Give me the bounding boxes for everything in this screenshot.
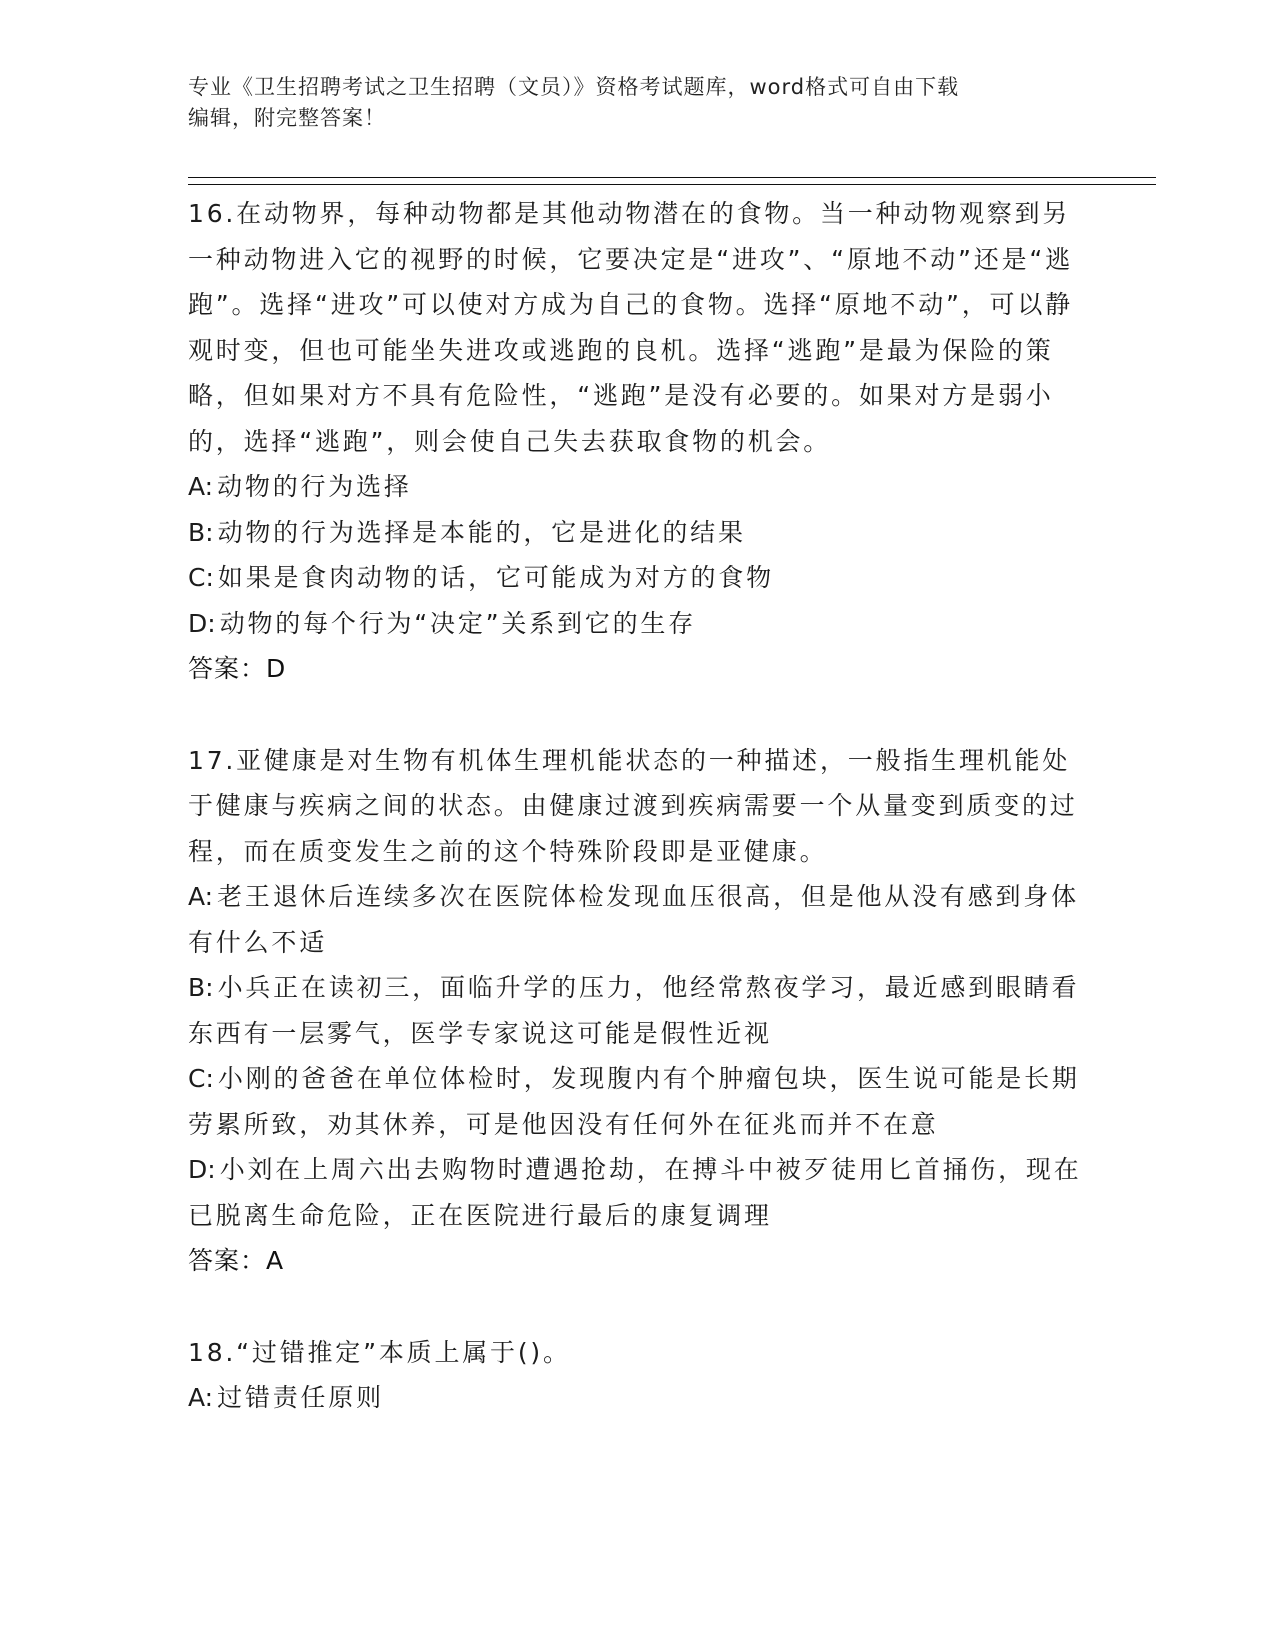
- option-letter: C:: [188, 563, 214, 592]
- question-17: [188, 738, 1088, 1284]
- option-letter: C:: [188, 1064, 214, 1093]
- option-letter: A:: [188, 882, 214, 911]
- option-letter: B:: [188, 517, 214, 547]
- option-text: 动物的行为选择是本能的，它是进化的结果: [217, 517, 746, 547]
- question-text: 17.亚健康是对生物有机体生理机能状态的一种描述，一般指生理机能处于健康与疾病之间的状态。由健康过渡到疾病需要一个从量变到质变的过程，而在质变发生之前的这个特殊阶段即是亚健康。: [188, 745, 1078, 866]
- question-text: 18.“过错推定”本质上属于()。: [188, 1337, 571, 1367]
- header-line-1: 专业《卫生招聘考试之卫生招聘（文员）》资格考试题库，word格式可自由下载: [188, 75, 960, 99]
- option-letter: A:: [188, 1383, 214, 1412]
- option-letter: B:: [188, 973, 214, 1002]
- answer-line: 答案：D: [188, 654, 287, 683]
- option-a: [188, 1375, 1088, 1421]
- option-text: 动物的每个行为“决定”关系到它的生存: [219, 608, 696, 638]
- option-text: 小兵正在读初三，面临升学的压力，他经常熬夜学习，最近感到眼睛看东西有一层雾气，医学专家说这可能是假性近视: [188, 973, 1080, 1048]
- option-b: [188, 965, 1088, 1056]
- option-text: 如果是食肉动物的话，它可能成为对方的食物: [217, 563, 774, 592]
- option-c: [188, 1056, 1088, 1147]
- question-16: [188, 191, 1088, 692]
- question-spacer: [188, 692, 1088, 738]
- option-text: 过错责任原则: [217, 1383, 384, 1412]
- option-d: [188, 1147, 1088, 1238]
- document-header: [188, 72, 1068, 134]
- option-d: [188, 601, 1088, 647]
- option-text: 动物的行为选择: [217, 472, 412, 501]
- option-letter: A:: [188, 472, 214, 501]
- option-c: [188, 555, 1088, 601]
- option-letter: D:: [188, 1155, 216, 1184]
- header-line-2: 编辑，附完整答案！: [188, 106, 386, 130]
- header-rule-top: [188, 177, 1156, 178]
- option-text: 小刚的爸爸在单位体检时，发现腹内有个肿瘤包块，医生说可能是长期劳累所致，劝其休养，可是他因没有任何外在征兆而并不在意: [188, 1064, 1080, 1139]
- question-18: [188, 1330, 1088, 1421]
- option-letter: D:: [188, 608, 216, 638]
- question-spacer: [188, 1284, 1088, 1330]
- option-a: [188, 464, 1088, 510]
- question-list: [188, 191, 1088, 1421]
- answer-line: 答案：A: [188, 1246, 285, 1275]
- option-text: 小刘在上周六出去购物时遭遇抢劫，在搏斗中被歹徒用匕首捅伤，现在已脱离生命危险，正在医院进行最后的康复调理: [188, 1155, 1082, 1230]
- question-text: 16.在动物界，每种动物都是其他动物潜在的食物。当一种动物观察到另一种动物进入它的视野的时候，它要决定是“进攻”、“原地不动”还是“逃跑”。选择“进攻”可以使对方成为自己的食物。选择“原地不动”，可以静观时变，但也可能坐失进攻或逃跑的良机。选择“逃跑”是最为保险的策略，但如果对方不具有危险性，“逃跑”是没有必要的。如果对方是弱小的，选择“逃跑”，则会使自己失去获取食物的机会。: [188, 199, 1073, 456]
- option-text: 老王退休后连续多次在医院体检发现血压很高，但是他从没有感到身体有什么不适: [188, 882, 1079, 957]
- header-rule-bottom: [188, 184, 1156, 185]
- option-b: [188, 510, 1088, 556]
- option-a: [188, 874, 1088, 965]
